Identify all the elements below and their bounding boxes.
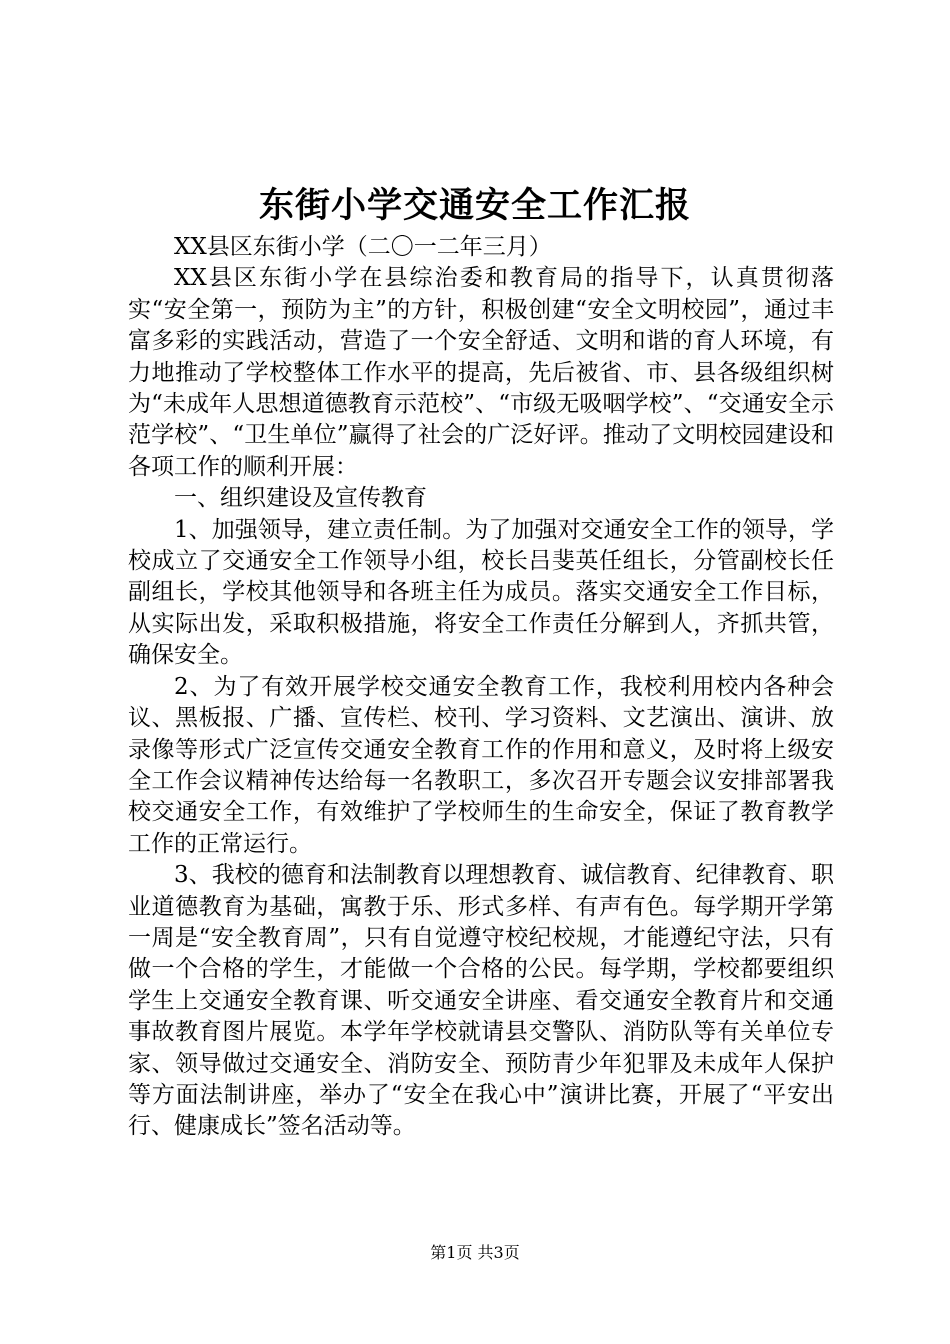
paragraph-item-3: 3、我校的德育和法制教育以理想教育、诚信教育、纪律教育、职业道德教育为基础，寓教于乐、形式多样、有声有色。每学期开学第一周是“安全教育周”，只有自觉遵守校纪校规，才能遵纪守法，只有做一个合格的学生，才能做一个合格的公民。每学期，学校都要组织学生上交通安全教育课、听交通安全讲座、看交通安全教育片和交通事故教育图片展览。本学年学校就请县交警队、消防队等有关单位专家、领导做过交通安全、消防安全、预防青少年犯罪及未成年人保护等方面法制讲座，举办了“安全在我心中”演讲比赛，开展了“平安出行、健康成长”签名活动等。 <box>128 862 834 1140</box>
page-number-footer: 第1页 共3页 <box>430 1243 520 1262</box>
paragraph-item-1: 1、加强领导，建立责任制。为了加强对交通安全工作的领导，学校成立了交通安全工作领导小组，校长吕斐英任组长，分管副校长任副组长，学校其他领导和各班主任为成员。落实交通安全工作目标，从实际出发，采取积极措施，将安全工作责任分解到人，齐抓共管，确保安全。 <box>128 516 834 669</box>
paragraph-author-line: XX县区东街小学（二〇一二年三月） <box>174 234 552 260</box>
document-body <box>128 232 834 1143</box>
paragraph-intro: XX县区东街小学在县综治委和教育局的指导下，认真贯彻落实“安全第一，预防为主”的方针，积极创建“安全文明校园”，通过丰富多彩的实践活动，营造了一个安全舒适、文明和谐的育人环境，有力地推动了学校整体工作水平的提高，先后被省、市、县各级组织树为“未成年人思想道德教育示范校”、“市级无吸咽学校”、“交通安全示范学校”、“卫生单位”赢得了社会的广泛好评。推动了文明校园建设和各项工作的顺利开展： <box>128 265 834 480</box>
document-title: 东街小学交通安全工作汇报 <box>258 185 691 226</box>
paragraph-item-2: 2、为了有效开展学校交通安全教育工作，我校利用校内各种会议、黑板报、广播、宣传栏、校刊、学习资料、文艺演出、演讲、放录像等形式广泛宣传交通安全教育工作的作用和意义，及时将上级安全工作会议精神传达给每一名教职工，多次召开专题会议安排部署我校交通安全工作，有效维护了学校师生的生命安全，保证了教育教学工作的正常运行。 <box>128 673 834 857</box>
section-heading: 一、组织建设及宣传教育 <box>174 485 427 512</box>
